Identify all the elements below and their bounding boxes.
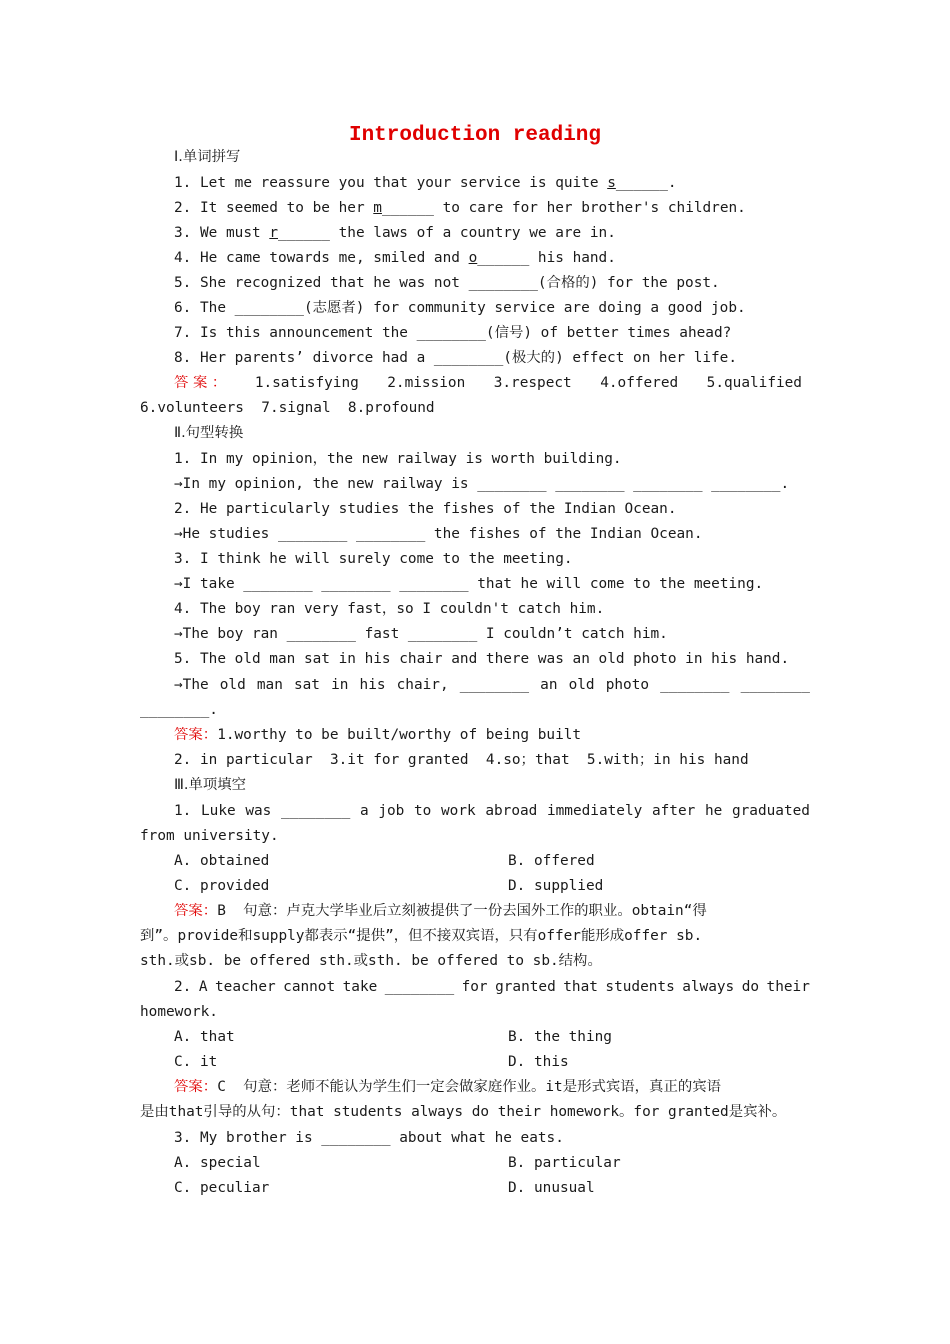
s1-item-1: 1. Let me reassure you that your service is quite s______. bbox=[174, 175, 677, 191]
s3-q2-option-d: D. this bbox=[508, 1054, 569, 1070]
s3-q2-option-a: A. that bbox=[174, 1029, 235, 1045]
answer-label: 答案： bbox=[174, 1079, 218, 1095]
page-title: Introduction reading bbox=[348, 124, 602, 147]
s3-q1-answer-line-3: sth.或sb. be offered sth.或sth. be offered to sb.结构。 bbox=[140, 953, 602, 969]
s1-item-5: 5. She recognized that he was not ________(合格的) for the post. bbox=[174, 275, 720, 291]
s2-line-10: →The old man sat in his chair, ________ an old photo ________ ________ bbox=[174, 677, 810, 693]
s3-q1-option-b: B. offered bbox=[508, 853, 595, 869]
s1-item-6: 6. The ________(志愿者) for community service are doing a good job. bbox=[174, 300, 746, 316]
s2-line-9: 5. The old man sat in his chair and there was an old photo in his hand. bbox=[174, 651, 790, 667]
s3-q1-answer-line-1: 答案：B 句意：卢克大学毕业后立刻被提供了一份去国外工作的职业。obtain“得 bbox=[174, 903, 707, 919]
s1-item-8: 8. Her parents’ divorce had a ________(极大的) effect on her life. bbox=[174, 350, 738, 366]
s3-q1-line-1: 1. Luke was ________ a job to work abroad immediately after he graduated bbox=[174, 803, 810, 819]
s3-q2-answer-line-1: 答案：C 句意：老师不能认为学生们一定会做家庭作业。it是形式宾语，真正的宾语 bbox=[174, 1079, 722, 1095]
s3-q3-option-c: C. peculiar bbox=[174, 1180, 270, 1196]
s2-line-4: →He studies ________ ________ the fishes of the Indian Ocean. bbox=[174, 526, 703, 542]
s2-answer-line-1: 答案：1.worthy to be built/worthy of being built bbox=[174, 727, 582, 743]
section-3-heading: Ⅲ.单项填空 bbox=[174, 777, 247, 793]
s3-q3-line-1: 3. My brother is ________ about what he eats. bbox=[174, 1130, 564, 1146]
s3-q1-line-2: from university. bbox=[140, 828, 279, 844]
s2-line-7: 4. The boy ran very fast，so I couldn't catch him. bbox=[174, 601, 605, 617]
answer-label: 答 案 ： bbox=[174, 375, 227, 391]
s2-line-11: ________. bbox=[140, 702, 218, 718]
s3-q2-line-1: 2. A teacher cannot take ________ for granted that students always do their bbox=[174, 979, 810, 995]
s3-q1-option-a: A. obtained bbox=[174, 853, 270, 869]
s2-line-6: →I take ________ ________ ________ that he will come to the meeting. bbox=[174, 576, 764, 592]
s2-answer-line-2: 2. in particular 3.it for granted 4.so；that 5.with；in his hand bbox=[174, 752, 749, 768]
s1-item-2: 2. It seemed to be her m______ to care for her brother's children. bbox=[174, 200, 746, 216]
s2-line-1: 1. In my opinion，the new railway is worth building. bbox=[174, 451, 622, 467]
s3-q2-answer-line-2: 是由that引导的从句：that students always do their homework。for granted是宾补。 bbox=[140, 1104, 787, 1120]
s3-q1-option-d: D. supplied bbox=[508, 878, 604, 894]
s1-item-4: 4. He came towards me, smiled and o______ his hand. bbox=[174, 250, 616, 266]
s3-q3-option-a: A. special bbox=[174, 1155, 261, 1171]
section-1-heading: Ⅰ.单词拼写 bbox=[174, 149, 241, 165]
answer-label: 答案： bbox=[174, 903, 218, 919]
s2-line-3: 2. He particularly studies the fishes of the Indian Ocean. bbox=[174, 501, 677, 517]
s1-item-3: 3. We must r______ the laws of a country we are in. bbox=[174, 225, 616, 241]
s3-q3-option-d: D. unusual bbox=[508, 1180, 595, 1196]
s3-q2-line-2: homework. bbox=[140, 1004, 218, 1020]
s3-q3-option-b: B. particular bbox=[508, 1155, 621, 1171]
s2-line-2: →In my opinion, the new railway is ________ ________ ________ ________. bbox=[174, 476, 790, 492]
s1-answer-line-1: 答 案 ： 1.satisfying 2.mission 3.respect 4.offered 5.qualified bbox=[174, 375, 802, 391]
s3-q2-option-b: B. the thing bbox=[508, 1029, 612, 1045]
s3-q2-option-c: C. it bbox=[174, 1054, 218, 1070]
s3-q1-option-c: C. provided bbox=[174, 878, 270, 894]
s1-item-7: 7. Is this announcement the ________(信号) of better times ahead? bbox=[174, 325, 732, 341]
answer-label: 答案： bbox=[174, 727, 218, 743]
s2-line-5: 3. I think he will surely come to the meeting. bbox=[174, 551, 573, 567]
s1-answer-line-2: 6.volunteers 7.signal 8.profound bbox=[140, 400, 435, 416]
section-2-heading: Ⅱ.句型转换 bbox=[174, 425, 244, 441]
s2-line-8: →The boy ran ________ fast ________ I couldn’t catch him. bbox=[174, 626, 668, 642]
s3-q1-answer-line-2: 到”。provide和supply都表示“提供”，但不接双宾语，只有offer能形成offer sb. bbox=[140, 928, 703, 944]
